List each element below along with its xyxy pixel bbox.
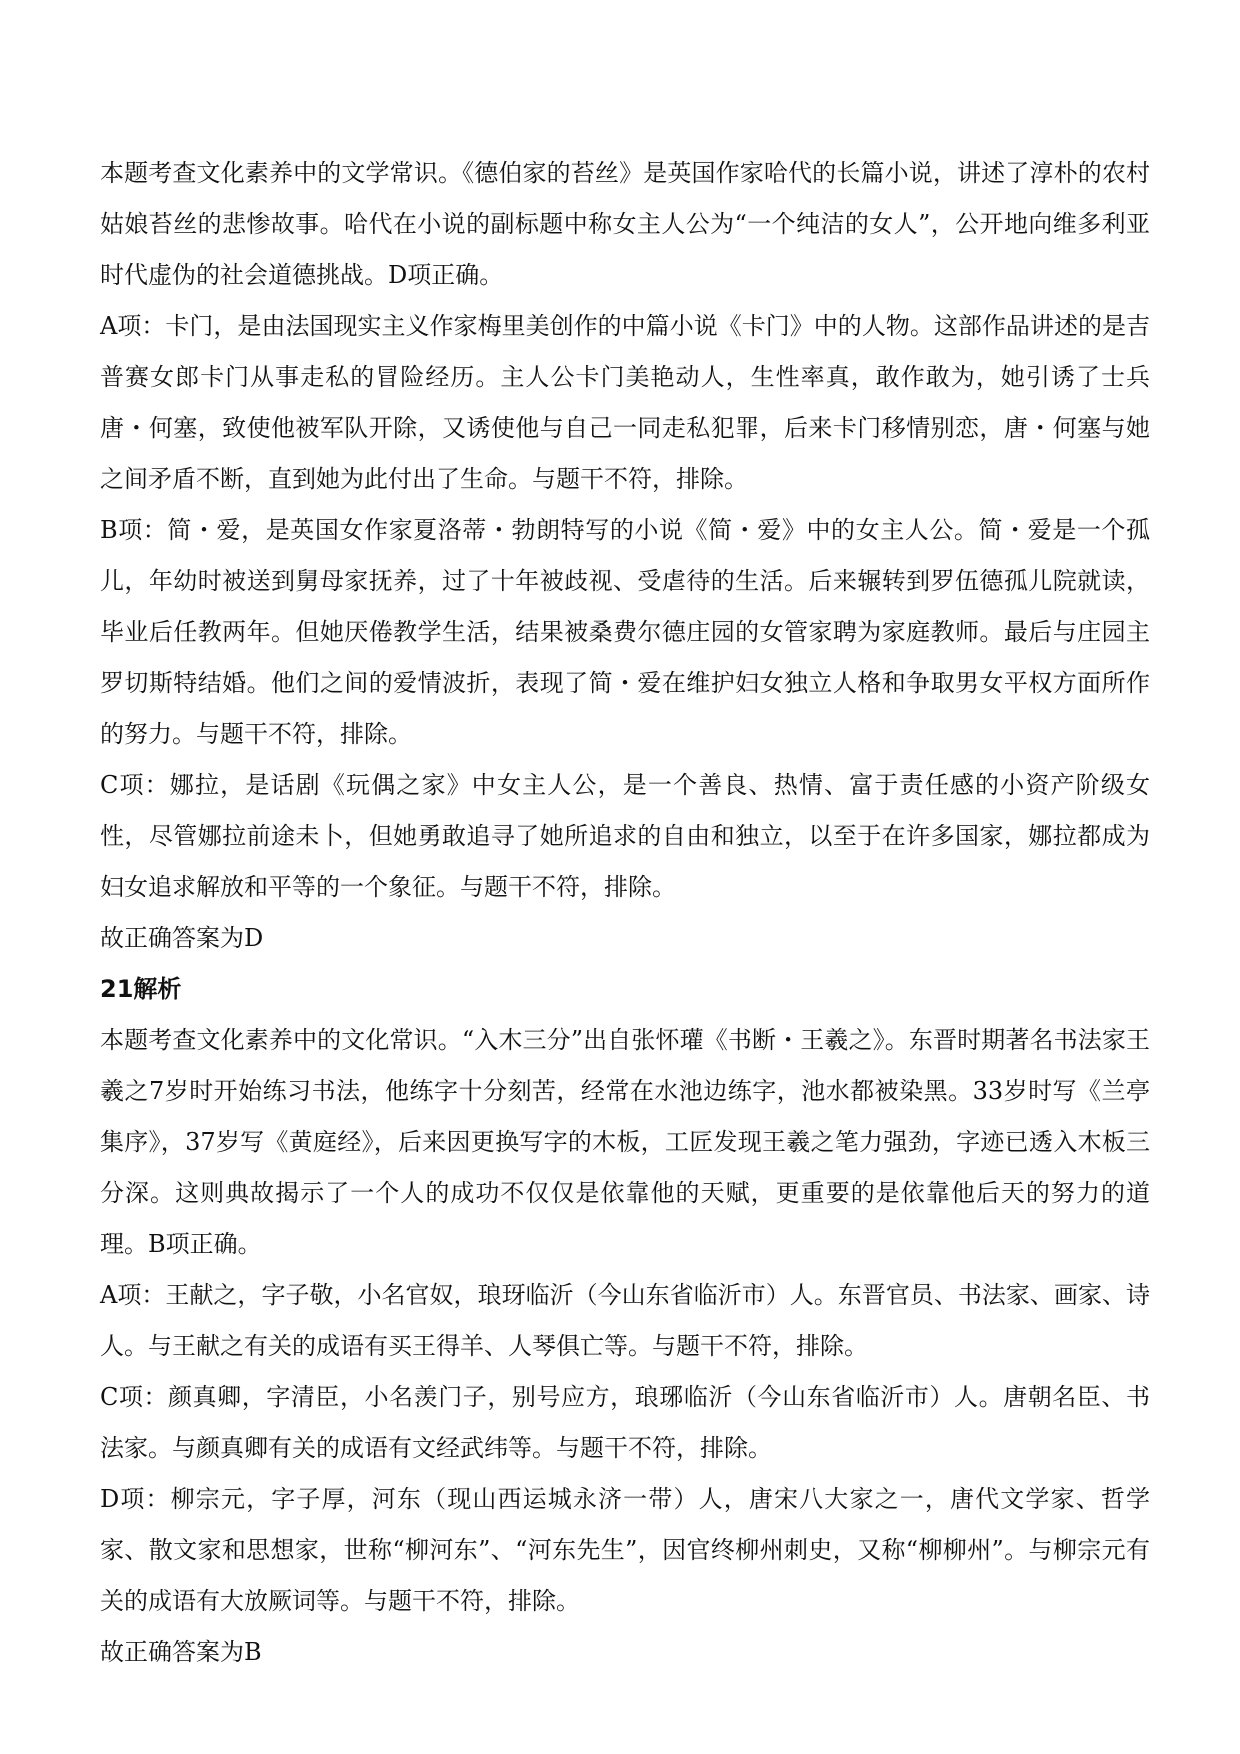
q21-option-d: D项：柳宗元，字子厚，河东（现山西运城永济一带）人，唐宋八大家之一，唐代文学家、哲学家、散文家和思想家，世称“柳河东”、“河东先生”，因官终柳州刺史，又称“柳柳州”。与柳宗元有关的成语有大放厥词等。与题干不符，排除。: [100, 1485, 1150, 1615]
q21-option-a: A项：王献之，字子敬，小名官奴，琅玡临沂（今山东省临沂市）人。东晋官员、书法家、画家、诗人。与王献之有关的成语有买王得羊、人琴俱亡等。与题干不符，排除。: [100, 1281, 1150, 1360]
q20-answer: 故正确答案为D: [100, 924, 264, 952]
q21-explanation-intro: 本题考查文化素养中的文化常识。“入木三分”出自张怀瓘《书断・王羲之》。东晋时期著名书法家王羲之7岁时开始练习书法，他练字十分刻苦，经常在水池边练字，池水都被染黑。33岁时写《兰亭集序》，37岁写《黄庭经》，后来因更换写字的木板，工匠发现王羲之笔力强劲，字迹已透入木板三分深。这则典故揭示了一个人的成功不仅仅是依靠他的天赋，更重要的是依靠他后天的努力的道理。B项正确。: [100, 1026, 1150, 1258]
q20-option-a: A项：卡门，是由法国现实主义作家梅里美创作的中篇小说《卡门》中的人物。这部作品讲述的是吉普赛女郎卡门从事走私的冒险经历。主人公卡门美艳动人，生性率真，敢作敢为，她引诱了士兵唐・何塞，致使他被军队开除，又诱使他与自己一同走私犯罪，后来卡门移情别恋，唐・何塞与她之间矛盾不断，直到她为此付出了生命。与题干不符，排除。: [100, 312, 1150, 493]
q21-answer: 故正确答案为B: [100, 1638, 262, 1666]
q21-heading: 21解析: [100, 975, 182, 1003]
q21-option-c: C项：颜真卿，字清臣，小名羡门子，别号应方，琅琊临沂（今山东省临沂市）人。唐朝名臣、书法家。与颜真卿有关的成语有文经武纬等。与题干不符，排除。: [100, 1383, 1150, 1462]
q20-option-c: C项：娜拉，是话剧《玩偶之家》中女主人公，是一个善良、热情、富于责任感的小资产阶级女性，尽管娜拉前途未卜，但她勇敢追寻了她所追求的自由和独立，以至于在许多国家，娜拉都成为妇女追求解放和平等的一个象征。与题干不符，排除。: [100, 771, 1150, 901]
document-page: [100, 148, 1150, 1678]
q20-option-b: B项：简・爱，是英国女作家夏洛蒂・勃朗特写的小说《简・爱》中的女主人公。简・爱是一个孤儿，年幼时被送到舅母家抚养，过了十年被歧视、受虐待的生活。后来辗转到罗伍德孤儿院就读，毕业后任教两年。但她厌倦教学生活，结果被桑费尔德庄园的女管家聘为家庭教师。最后与庄园主罗切斯特结婚。他们之间的爱情波折，表现了简・爱在维护妇女独立人格和争取男女平权方面所作的努力。与题干不符，排除。: [100, 516, 1150, 748]
q20-explanation-intro: 本题考查文化素养中的文学常识。《德伯家的苔丝》是英国作家哈代的长篇小说，讲述了淳朴的农村姑娘苔丝的悲惨故事。哈代在小说的副标题中称女主人公为“一个纯洁的女人”，公开地向维多利亚时代虚伪的社会道德挑战。D项正确。: [100, 159, 1150, 289]
